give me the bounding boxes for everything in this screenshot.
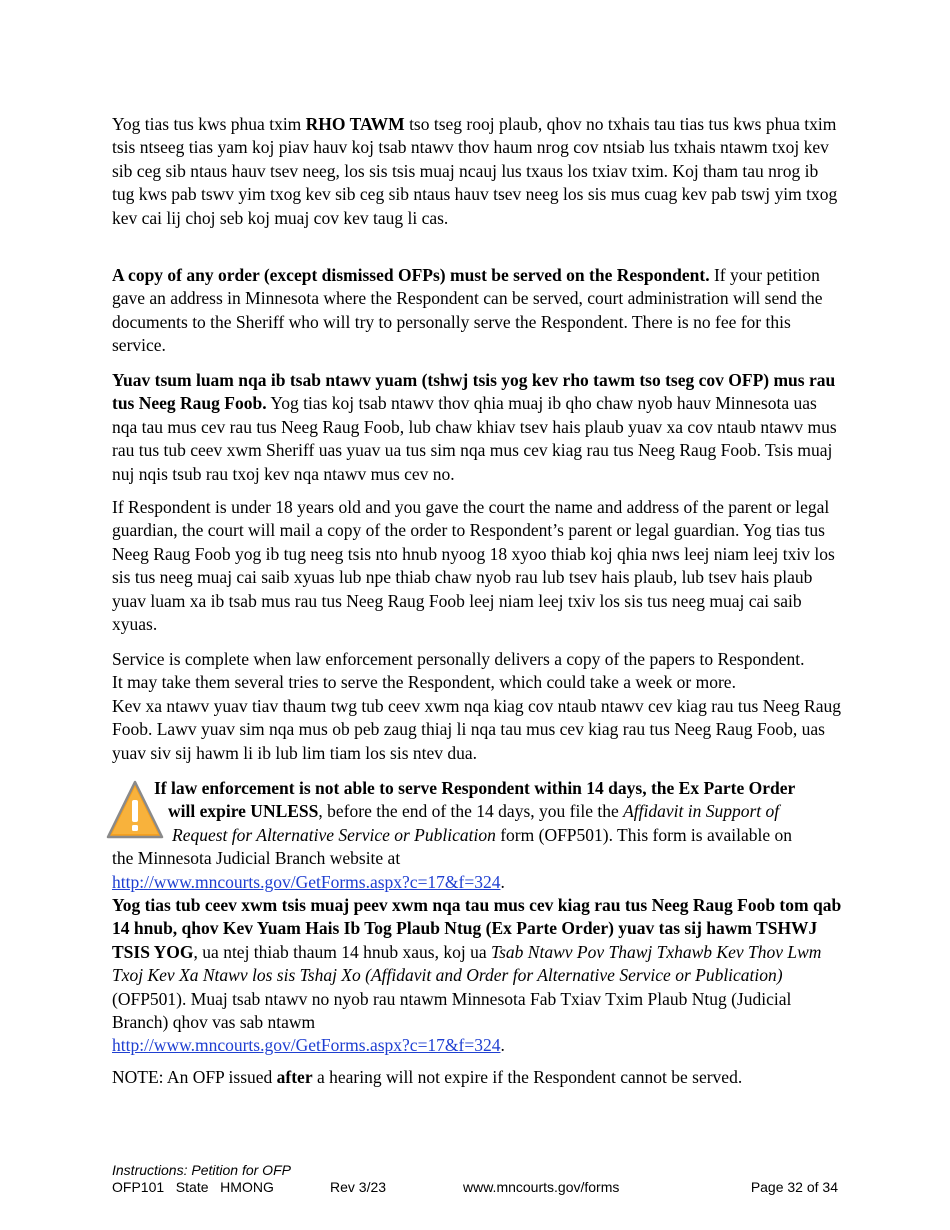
- text-run: the Minnesota Judicial Branch website at: [112, 848, 401, 869]
- text-run: .: [500, 1035, 505, 1056]
- bold-heading-text: A copy of any order (except dismissed OFPs) must be served on the Respondent.: [112, 265, 710, 285]
- text-run: form (OFP501). This form is available on: [495, 824, 793, 845]
- footer-form-id: OFP101 State HMONG: [112, 1179, 274, 1195]
- text-run: Service is complete when law enforcement personally delivers a copy of the papers to Respondent.: [112, 649, 805, 669]
- paragraph-text: [112, 369, 842, 486]
- form-title-italic: Request for Alternative Service or Publication: [172, 824, 496, 845]
- text-run: NOTE: An OFP issued: [112, 1067, 277, 1087]
- warning-line-4: [112, 847, 842, 870]
- warning-line-3: [112, 824, 842, 847]
- bold-term: RHO TAWM: [305, 114, 405, 134]
- paragraph-text: [112, 894, 842, 1058]
- paragraph-service-hmong: [112, 369, 842, 486]
- paragraph-text: [112, 113, 842, 230]
- footer-title: Instructions: Petition for OFP: [112, 1162, 291, 1178]
- form-title-italic: Tsab Ntawv Pov Thawj Txhawb Kev Thov Lwm Txoj Kev Xa Ntawv los sis Tshaj Xo (Affidavit and Order for Alternative Service or Publication): [112, 941, 822, 986]
- forms-link[interactable]: http://www.mncourts.gov/GetForms.aspx?c=17&f=324: [112, 871, 501, 892]
- text-run: .: [500, 871, 505, 892]
- page-footer: [112, 1162, 842, 1196]
- forms-link[interactable]: http://www.mncourts.gov/GetForms.aspx?c=17&f=324: [112, 1035, 501, 1056]
- paragraph-minor-respondent: [112, 496, 842, 636]
- text-run: , before the end of the 14 days, you file the: [318, 801, 624, 822]
- text-run: Yog tias tus kws phua txim: [112, 114, 306, 134]
- text-run: , ua ntej thiab thaum 14 hnub xaus, koj ua: [193, 941, 491, 962]
- paragraph-text: If Respondent is under 18 years old and you gave the court the name and address of the parent or legal guardian, the court will mail a copy of the order to Respondent’s parent or legal guardian. Yog tias tus Neeg Raug Foob yog ib tug neeg tsis nto hnub nyoog 18 xyoo thiab koj qhia nws leej niam leej txiv los sis tus neeg muaj cai saib xyuas lub npe thiab chaw nyob rau lub tsev hais plaub, lub tsev hais plaub yuav luam xa ib tsab mus rau tus Neeg Raug Foob leej niam leej txiv los sis tus neeg muaj cai saib xyuas.: [112, 497, 835, 635]
- footer-website: www.mncourts.gov/forms: [463, 1179, 620, 1195]
- footer-page-number: Page 32 of 34: [750, 1179, 838, 1195]
- paragraph-expiration-warning: [112, 777, 842, 894]
- paragraph-text: [112, 1066, 842, 1089]
- paragraph-expiration-hmong: [112, 894, 842, 1058]
- text-run: (OFP501). Muaj tsab ntawv no nyob rau ntawm Minnesota Fab Txiav Txim Plaub Ntug (Judicial Branch) qhov vas sab ntawm: [112, 988, 792, 1033]
- text-run: Kev xa ntawv yuav tiav thaum twg tub ceev xwm nqa kiag cov ntaub ntawv cev kiag rau tus Neeg Raug Foob. Lawv yuav sim nqa mus ob peb zaug thiaj li nqa tau mus cev kiag rau tus Neeg Raug Foob, uas yuav siv sij hawm li ib lub lim tiam los sis ntev dua.: [112, 695, 841, 763]
- bold-text: after: [276, 1067, 313, 1087]
- text-run: tso tseg rooj plaub, qhov no txhais tau tias tus kws phua txim tsis ntseeg tias yam koj piav hauv koj tsab ntawv thov haum nrog cov ntsiab lus txhais ntawm txoj kev sib ceg sib ntaus hauv tsev neeg, los sis tsis muaj ncauj lus txaus los txiav txim. Koj tham tau nrog ib tug kws pab tswv yim txog kev sib ceg sib ntaus hauv tsev neeg los sis mus cuag kev pab tswj yim txog kev cai lij choj seb koj muaj cov kev taug li cas.: [112, 114, 838, 228]
- paragraph-text: [112, 264, 842, 358]
- bold-heading-text: Yuav tsum luam nqa ib tsab ntawv yuam (tshwj tsis yog kev rho tawm tso tseg cov OFP) mus rau tus Neeg Raug Foob.: [112, 370, 836, 414]
- paragraph-dismissal-hmong: [112, 113, 842, 230]
- text-run: Yog tias koj tsab ntawv thov qhia muaj ib qho chaw nyob hauv Minnesota uas nqa tau mus cev rau tus Neeg Raug Foob, lub chaw khiav tsev hais plaub yuav xa cov ntaub ntawv mus rau tus tub ceev xwm Sheriff uas yuav ua tus sim nqa mus cev kiag rau tus Neeg Raug Foob. Tsis muaj nuj nqis tsub rau txoj kev nqa ntawv mus cev no.: [112, 393, 837, 484]
- warning-line-1: [112, 777, 842, 800]
- warning-line-2: [112, 800, 842, 823]
- paragraph-note: [112, 1066, 842, 1089]
- footer-revision: Rev 3/23: [330, 1179, 387, 1195]
- warning-line-5: [112, 871, 842, 894]
- text-run: a hearing will not expire if the Respondent cannot be served.: [312, 1067, 743, 1087]
- paragraph-service-complete: [112, 648, 842, 765]
- paragraph-text: [112, 648, 842, 765]
- form-title-italic: Affidavit in Support of: [623, 801, 780, 822]
- paragraph-service-english: [112, 264, 842, 358]
- bold-text: Yog tias tub ceev xwm tsis muaj peev xwm nqa tau mus cev kiag rau tus Neeg Raug Foob tom qab 14 hnub, qhov Kev Yuam Hais Ib Tog Plaub Ntug (Ex Parte Order) yuav tas sij hawm TSHWJ TSIS YOG: [112, 895, 842, 962]
- bold-text: If law enforcement is not able to serve Respondent within 14 days, the Ex Parte Order: [154, 778, 796, 798]
- text-run: It may take them several tries to serve the Respondent, which could take a week or more.: [112, 672, 736, 693]
- text-run: If your petition gave an address in Minnesota where the Respondent can be served, court administration will send the documents to the Sheriff who will try to personally serve the Respondent. There is no fee for this service.: [112, 265, 823, 356]
- bold-text: will expire UNLESS: [168, 801, 319, 822]
